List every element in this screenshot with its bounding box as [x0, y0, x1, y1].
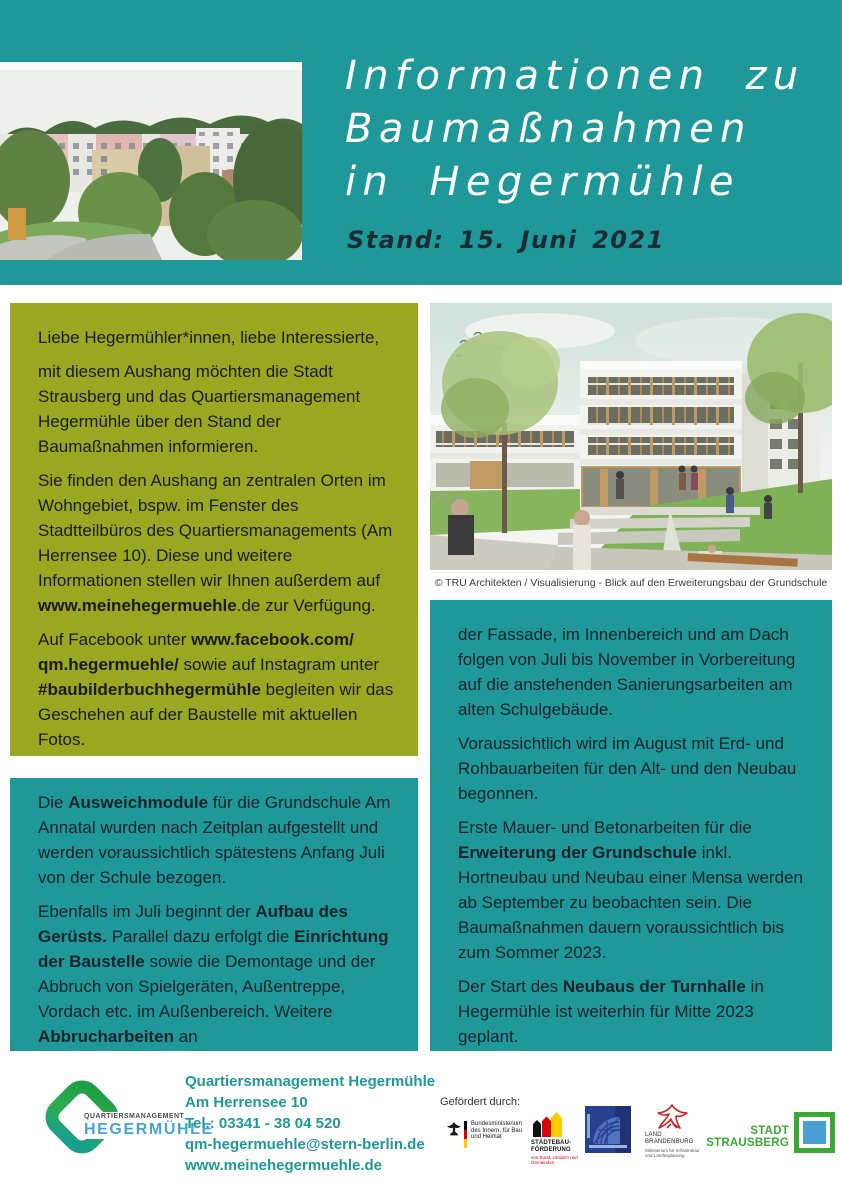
qm-hegermuehle-logo [40, 1072, 214, 1164]
contact-block [185, 1071, 435, 1176]
construction-status-box-left [10, 778, 418, 1051]
intro-box [10, 303, 418, 756]
text-run: Parallel dazu erfolgt die [106, 927, 295, 946]
land-brandenburg-text-line: BRANDENBURG [645, 1138, 694, 1145]
render-main-building [580, 361, 768, 507]
title-line-1: Informationen zu [345, 53, 805, 99]
qm-logo-line-1: QUARTIERSMANAGEMENT [84, 1113, 185, 1120]
text-run: Der Start des [458, 977, 563, 996]
contact-address: Am Herrensee 10 [185, 1094, 308, 1111]
photo-playground-object [8, 208, 26, 240]
date-line: Stand: 15. Juni 2021 [347, 226, 665, 254]
rendering-caption: © TRU Architekten / Visualisierung - Blick auf den Erweiterungsbau der Grundschule [434, 577, 828, 589]
paragraph [38, 627, 394, 752]
paragraph [38, 468, 394, 618]
text-run: Ebenfalls im Juli beginnt der [38, 902, 256, 921]
paragraph [458, 731, 808, 806]
text-run: www.meinehegermuehle [38, 596, 237, 615]
paragraph [38, 359, 394, 459]
contact-name: Quartiersmanagement Hegermühle [185, 1073, 436, 1090]
text-run: in Hegermühle ist weiterhin für Mitte 2023 geplant. [458, 977, 764, 1046]
text-run: inkl. Hortneubau und Neubau einer Mensa werden ab September zu beobachten sein. Die Baumaßnahmen dauern voraussichtlich bis zum Sommer 2023. [458, 843, 803, 962]
text-run: Ausweichmodule [68, 793, 209, 812]
staedtebau-subtext-line: von Bund, Ländern und [531, 1155, 578, 1160]
text-run: mit diesem Aushang möchten die Stadt Strausberg und das Quartiersmanagement Hegermühle über den Stand der Baumaßnahmen informieren. [38, 362, 361, 456]
land-brandenburg-subtext-line: und Landesplanung [645, 1153, 685, 1158]
paragraph [458, 815, 808, 965]
staedtebau-text-line: STÄDTEBAU- [531, 1140, 572, 1146]
staedtebaufoerderung-houses-icon [531, 1110, 563, 1138]
text-run: Neubaus der Turnhalle [562, 977, 746, 996]
text-run: www.facebook.com/ [191, 630, 354, 649]
staedtebau-text-line: FÖRDERUNG [531, 1146, 571, 1153]
district-photo-graphic [0, 62, 302, 260]
district-photo [0, 62, 302, 260]
bmi-text-line: des Innern, für Bau [471, 1127, 523, 1134]
text-run: Abbrucharbeiten [38, 1027, 175, 1046]
funded-by-label: Gefördert durch: [440, 1096, 521, 1108]
text-run: Aufbau des Gerüsts. [38, 902, 348, 946]
text-run: sowie auf Instagram unter [178, 655, 380, 674]
paragraph [458, 974, 808, 1049]
school-rendering-image [430, 303, 832, 570]
text-run: #baubilderbuchhegermühle [38, 680, 261, 699]
stadt-strausberg-logo [705, 1122, 835, 1164]
text-run: der Fassade, im Innenbereich und am Dach folgen von Juli bis November in Vorbereitung auf die anstehenden Sanierungsarbeiten am alten Schulgebäude. [458, 625, 796, 719]
brandenburg-eagle-icon [653, 1103, 691, 1130]
paragraph [38, 899, 394, 1049]
paragraph [38, 790, 394, 890]
text-run: begleiten wir das Geschehen auf der Baustelle mit aktuellen Fotos. [38, 680, 394, 749]
text-run: Voraussichtlich wird im August mit Erd- und Rohbauarbeiten für den Alt- und den Neubau begonnen. [458, 734, 797, 803]
text-run: für die Grundschule Am Annatal wurden nach Zeitplan aufgestellt und werden voraussichtlich spätestens Anfang Juli von der Schule bezogen. [38, 793, 391, 887]
contact-phone: Tel.: 03341 - 38 04 520 [185, 1115, 341, 1132]
text-run: Sie finden den Aushang an zentralen Orten im Wohngebiet, bspw. im Fenster des Stadtteilbüros des Quartiersmanagements (Am Herrensee 10). Diese und weitere Informationen stellen wir Ihnen außerdem auf [38, 471, 393, 590]
text-run: qm.hegermuehle/ [38, 655, 179, 674]
land-brandenburg-text-line: LAND [645, 1132, 662, 1138]
stadt-strausberg-mark [794, 1112, 835, 1153]
paragraph [38, 325, 394, 350]
strausberg-emblem [585, 1106, 631, 1153]
contact-website: www.meinehegermuehle.de [185, 1157, 382, 1174]
stadt-strausberg-text-line: STADT [750, 1125, 789, 1137]
staedtebau-subtext [531, 1155, 581, 1165]
school-rendering-figure [430, 303, 832, 589]
text-run: sowie die Demontage und der Abbruch von Spielgeräten, Außentreppe, Vordach etc. im Außenbereich. Weitere [38, 952, 376, 1021]
school-rendering-graphic [430, 303, 832, 570]
land-brandenburg-subtext-line: Ministerium für Infrastruktur [645, 1148, 700, 1153]
staedtebau-subtext-line: Gemeinden [531, 1160, 555, 1165]
stadt-strausberg-text-line: STRAUSBERG [706, 1137, 789, 1149]
text-run: Erste Mauer- und Betonarbeiten für die [458, 818, 752, 837]
text-run: .de zur Verfügung. [236, 596, 376, 615]
staedtebaufoerderung-logo [531, 1110, 581, 1165]
title-line-3: in Hegermühle [345, 159, 740, 205]
construction-status-box-right [430, 600, 832, 1051]
bundesadler-icon [447, 1122, 461, 1136]
text-run: an [174, 1027, 198, 1046]
title-line-2: Baumaßnahmen [345, 106, 752, 152]
text-run: Einrichtung der Baustelle [38, 927, 389, 971]
qm-logo-line-2: HEGERMÜHLE [84, 1121, 214, 1138]
text-run: Auf Facebook unter [38, 630, 192, 649]
bmi-logo-text [471, 1121, 522, 1141]
staedtebau-text [531, 1140, 581, 1153]
text-run: Erweiterung der Grundschule [458, 843, 697, 862]
bmi-text-line: Bundesministerium [471, 1121, 523, 1127]
text-run: Die [38, 793, 69, 812]
strausberg-emblem-graphic [585, 1106, 631, 1153]
header-band [0, 0, 842, 285]
bmi-text-line: und Heimat [471, 1134, 502, 1140]
german-flag-bar [464, 1121, 467, 1148]
text-run: Liebe Hegermühler*innen, liebe Interessierte, [38, 328, 380, 347]
contact-email: qm-hegermuehle@stern-berlin.de [185, 1136, 425, 1153]
stadt-strausberg-text [706, 1125, 789, 1149]
paragraph [458, 622, 808, 722]
poster-title [345, 50, 805, 209]
